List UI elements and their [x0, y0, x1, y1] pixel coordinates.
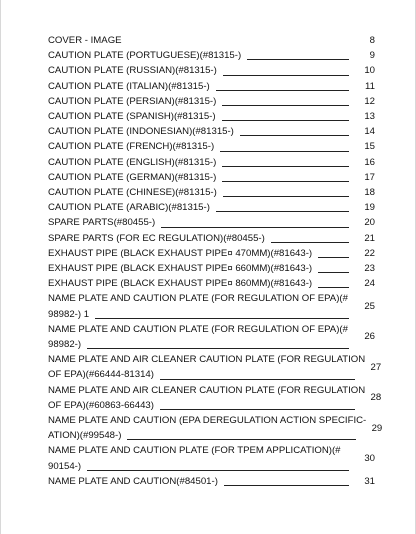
toc-page-number: 14 [364, 126, 375, 138]
toc-page-number: 16 [364, 156, 375, 168]
toc-entry-title-line2: 98982-) 1 [48, 308, 90, 320]
toc-entry[interactable] [48, 185, 375, 200]
toc-leader [318, 272, 349, 273]
toc-leader [222, 166, 349, 167]
toc-page-number: 26 [364, 331, 375, 343]
toc-entry-title-line2: OF EPA)(#66444-81314) [48, 369, 154, 381]
toc-entry-title-line1: NAME PLATE AND CAUTION PLATE (FOR TPEM APPLICATION)(# [48, 445, 341, 457]
toc-entry-title: EXHAUST PIPE (BLACK EXHAUST PIPE¤ 470MM)(#81643-) [48, 247, 313, 259]
toc-leader [220, 151, 349, 152]
toc-page-number: 20 [364, 217, 375, 229]
toc-leader [318, 287, 349, 288]
toc-page-number: 21 [364, 232, 375, 244]
toc-leader [160, 379, 355, 380]
toc-leader [216, 90, 349, 91]
toc-page-number: 23 [364, 263, 375, 275]
toc-leader [161, 227, 349, 228]
toc-entry-title: CAUTION PLATE (ENGLISH)(#81315-) [48, 156, 217, 168]
toc-page-number: 8 [369, 35, 375, 46]
toc-leader [222, 105, 349, 106]
toc-leader [216, 211, 349, 212]
toc-entry-title: SPARE PARTS (FOR EC REGULATION)(#80455-) [48, 232, 265, 244]
toc-entry[interactable] [48, 109, 375, 124]
toc-entry[interactable] [48, 48, 375, 63]
toc-entry[interactable] [48, 79, 375, 94]
toc-entry-title-line1: NAME PLATE AND CAUTION (EPA DEREGULATION ACTION SPECIFIC- [48, 415, 367, 427]
toc-entry[interactable] [48, 276, 375, 291]
toc-entry-title: CAUTION PLATE (ITALIAN)(#81315-) [48, 80, 210, 92]
toc-leader [222, 181, 349, 182]
toc-entry[interactable] [48, 124, 375, 139]
toc-entry[interactable] [48, 170, 375, 185]
toc-leader [87, 470, 349, 471]
toc-leader [160, 409, 355, 410]
toc-entry-title-line2: ATION)(#99548-) [48, 430, 122, 442]
toc-entry[interactable] [48, 261, 375, 276]
toc-page-number: 13 [364, 111, 375, 123]
table-of-contents [48, 33, 383, 489]
toc-entry-title-line1: NAME PLATE AND AIR CLEANER CAUTION PLATE (FOR REGULATION [48, 354, 366, 366]
toc-entry-title-line2: 98982-) [48, 339, 82, 351]
toc-entry-title: COVER - IMAGE [48, 35, 122, 46]
toc-page-number: 10 [364, 65, 375, 77]
toc-entry-cover[interactable] [48, 33, 375, 48]
toc-entry-title: NAME PLATE AND CAUTION(#84501-) [48, 475, 218, 487]
toc-leader [223, 75, 349, 76]
toc-page-number: 18 [364, 187, 375, 199]
toc-entry-title-line2: 90154-) [48, 460, 82, 472]
toc-entry[interactable] [48, 474, 375, 489]
toc-leader [222, 120, 349, 121]
toc-leader [240, 135, 349, 136]
toc-entry[interactable] [48, 215, 375, 230]
toc-entry-title: CAUTION PLATE (ARABIC)(#81315-) [48, 202, 210, 214]
toc-page-number: 30 [364, 453, 375, 465]
toc-leader [223, 196, 349, 197]
toc-entry[interactable] [48, 155, 375, 170]
toc-page-number: 9 [369, 50, 375, 62]
toc-entry[interactable] [48, 200, 375, 215]
toc-entry-title-line1: NAME PLATE AND CAUTION PLATE (FOR REGULATION OF EPA)(# [48, 293, 348, 305]
toc-entry-multiline[interactable] [48, 322, 375, 352]
toc-entry-multiline[interactable] [48, 443, 375, 473]
toc-entry-multiline[interactable] [48, 413, 383, 443]
toc-entry-title-line1: NAME PLATE AND AIR CLEANER CAUTION PLATE (FOR REGULATION [48, 384, 366, 396]
toc-page-number: 12 [364, 95, 375, 107]
toc-entry-title: CAUTION PLATE (PORTUGUESE)(#81315-) [48, 50, 242, 62]
toc-leader [318, 257, 349, 258]
toc-page-number: 22 [364, 247, 375, 259]
toc-page-number: 31 [364, 475, 375, 487]
toc-entry-multiline[interactable] [48, 352, 382, 382]
toc-page-number: 11 [365, 80, 375, 92]
toc-leader [224, 485, 349, 486]
toc-entry[interactable] [48, 231, 375, 246]
toc-page-number: 27 [370, 361, 382, 373]
toc-page-number: 25 [364, 301, 375, 313]
toc-entry-title-line1: NAME PLATE AND CAUTION PLATE (FOR REGULATION OF EPA)(# [48, 323, 348, 335]
toc-entry-title: CAUTION PLATE (RUSSIAN)(#81315-) [48, 65, 217, 77]
toc-entry-title: CAUTION PLATE (INDONESIAN)(#81315-) [48, 126, 234, 138]
toc-page-number: 29 [371, 422, 383, 434]
toc-leader [95, 318, 349, 319]
toc-leader [271, 242, 349, 243]
toc-page-number: 28 [370, 392, 382, 404]
toc-entry[interactable] [48, 139, 375, 154]
toc-entry-title: EXHAUST PIPE (BLACK EXHAUST PIPE¤ 860MM)(#81643-) [48, 278, 313, 290]
toc-entry-multiline[interactable] [48, 383, 382, 413]
toc-page-number: 19 [364, 202, 375, 214]
toc-entry[interactable] [48, 94, 375, 109]
toc-entry-title: CAUTION PLATE (GERMAN)(#81315-) [48, 171, 217, 183]
toc-entry-title-line2: OF EPA)(#60863-66443) [48, 399, 154, 411]
toc-page-number: 17 [364, 171, 375, 183]
toc-leader [247, 59, 349, 60]
toc-entry-multiline[interactable] [48, 291, 375, 321]
toc-entry[interactable] [48, 63, 375, 78]
toc-leader [87, 348, 349, 349]
toc-entry-title: CAUTION PLATE (SPANISH)(#81315-) [48, 111, 216, 123]
toc-entry-title: CAUTION PLATE (FRENCH)(#81315-) [48, 141, 215, 153]
toc-leader [127, 439, 356, 440]
toc-page-number: 24 [364, 278, 375, 290]
toc-entry-title: SPARE PARTS(#80455-) [48, 217, 156, 229]
toc-entry[interactable] [48, 246, 375, 261]
toc-entry-title: EXHAUST PIPE (BLACK EXHAUST PIPE¤ 660MM)(#81643-) [48, 263, 313, 275]
toc-entry-title: CAUTION PLATE (PERSIAN)(#81315-) [48, 95, 217, 107]
toc-entry-title: CAUTION PLATE (CHINESE)(#81315-) [48, 187, 217, 199]
toc-page-number: 15 [364, 141, 375, 153]
